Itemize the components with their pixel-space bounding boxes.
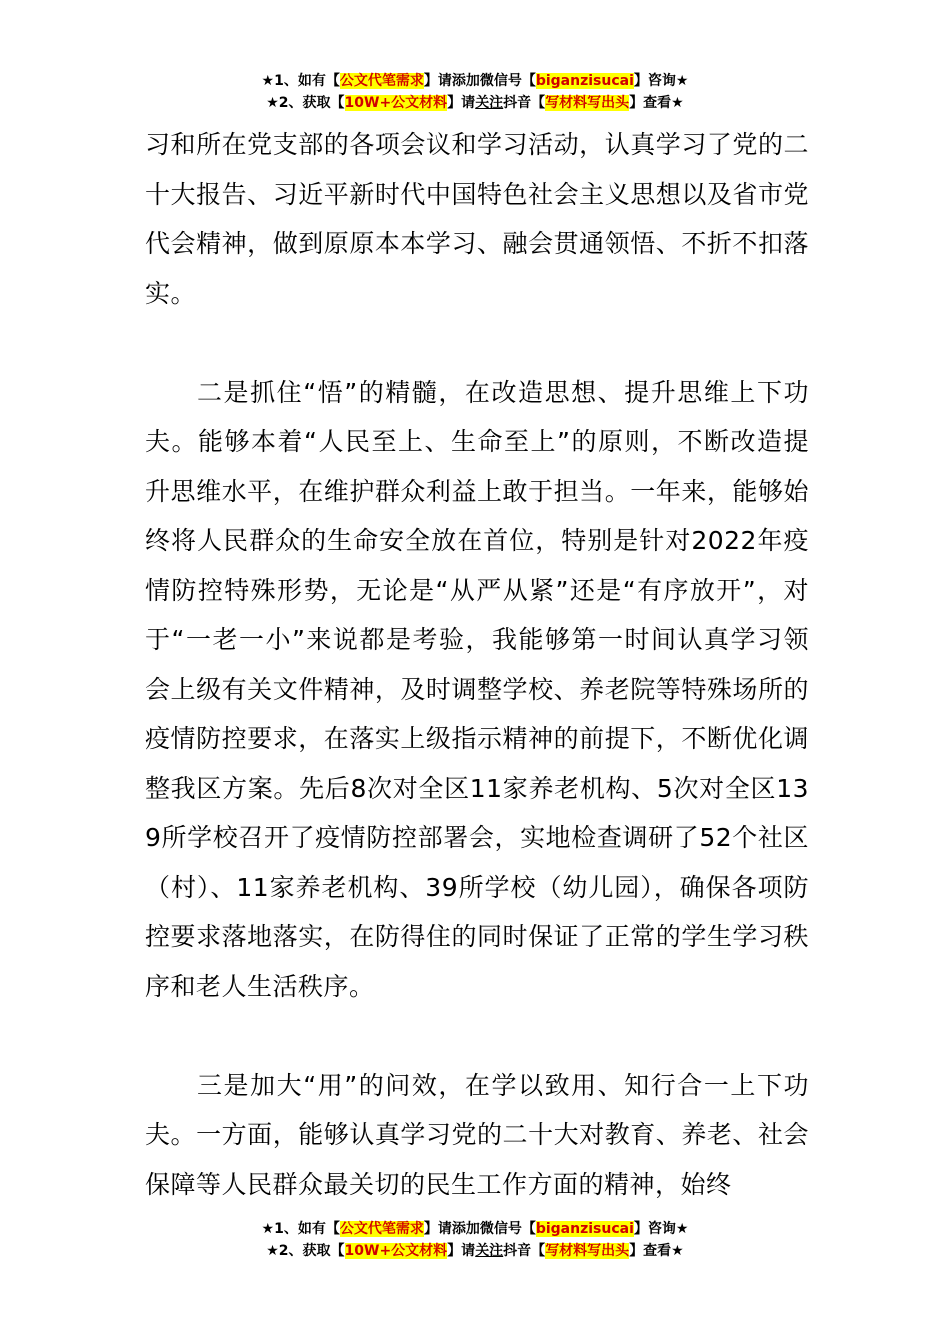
highlight-douyin-account: 写材料写出头 bbox=[545, 1243, 630, 1259]
banner-line-1: ★1、如有【公文代笔需求】请添加微信号【biganzisucai】咨询★ bbox=[261, 1221, 689, 1237]
footer-banner bbox=[0, 1218, 950, 1262]
banner-line-1: ★1、如有【公文代笔需求】请添加微信号【biganzisucai】咨询★ bbox=[261, 73, 689, 89]
highlight-writing-service: 公文代笔需求 bbox=[339, 73, 424, 89]
header-banner bbox=[0, 70, 950, 114]
banner-line-2: ★2、获取【10W+公文材料】请关注抖音【写材料写出头】查看★ bbox=[266, 1243, 684, 1259]
banner-line-2: ★2、获取【10W+公文材料】请关注抖音【写材料写出头】查看★ bbox=[266, 95, 684, 111]
highlight-douyin-account: 写材料写出头 bbox=[545, 95, 630, 111]
highlight-materials: 10W+公文材料 bbox=[344, 95, 448, 111]
paragraph-3: 三是加大“用”的问效，在学以致用、知行合一上下功夫。一方面，能够认真学习党的二十大对教育、养老、社会保障等人民群众最关切的民生工作方面的精神，始终 bbox=[145, 1070, 809, 1199]
document-body bbox=[145, 120, 809, 1209]
highlight-writing-service: 公文代笔需求 bbox=[339, 1221, 424, 1237]
highlight-wechat-id: biganzisucai bbox=[535, 73, 634, 89]
paragraph-1: 习和所在党支部的各项会议和学习活动，认真学习了党的二十大报告、习近平新时代中国特色社会主义思想以及省市党代会精神，做到原原本本学习、融会贯通领悟、不折不扣落实。 bbox=[145, 130, 809, 308]
paragraph-2: 二是抓住“悟”的精髓，在改造思想、提升思维上下功夫。能够本着“人民至上、生命至上”的原则，不断改造提升思维水平，在维护群众利益上敢于担当。一年来，能够始终将人民群众的生命安全放在首位，特别是针对2022年疫情防控特殊形势，无论是“从严从紧”还是“有序放开”，对于“一老一小”来说都是考验，我能够第一时间认真学习领会上级有关文件精神，及时调整学校、养老院等特殊场所的疫情防控要求，在落实上级指示精神的前提下，不断优化调整我区方案。先后8次对全区11家养老机构、5次对全区139所学校召开了疫情防控部署会，实地检查调研了52个社区（村）、11家养老机构、39所学校（幼儿园），确保各项防控要求落地落实，在防得住的同时保证了正常的学生学习秩序和老人生活秩序。 bbox=[145, 377, 809, 1001]
highlight-materials: 10W+公文材料 bbox=[344, 1243, 448, 1259]
highlight-wechat-id: biganzisucai bbox=[535, 1221, 634, 1237]
